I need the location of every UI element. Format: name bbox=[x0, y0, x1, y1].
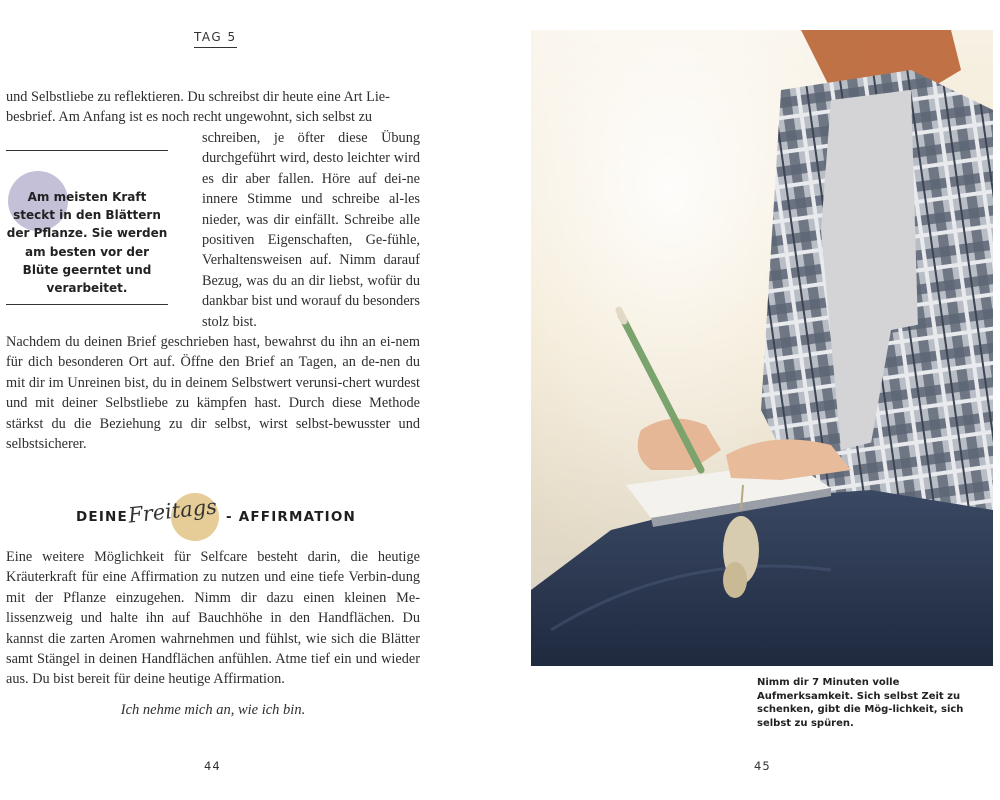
photo-illustration bbox=[531, 30, 993, 666]
paragraph-intro-line-2: besbrief. Am Anfang ist es noch recht ungewohnt, sich selbst zu bbox=[6, 109, 373, 126]
paragraph-affirmation: Eine weitere Möglichkeit für Selfcare besteht darin, die heutige Kräuterkraft für eine Affirmation zu nutzen und eine tiefe Verbin-dung mit der Pflanze einzugehen. Nimm dir dazu einen kleinen Me-lissenzweig und halte ihn auf Bauchhöhe in den Handflächen. Du kannst die zarten Aromen wahrnehmen und fühlst, wie sich die Blätter samt Stängel in deinen Handflächen anfühlen. Atme tief ein und wieder aus. Du bist bereit für deine heutige Affirmation. bbox=[6, 549, 420, 688]
page-number-left: 44 bbox=[204, 759, 221, 773]
right-page bbox=[520, 0, 1000, 800]
heading-script-word: Freitags bbox=[126, 494, 218, 528]
paragraph-letter: Nachdem du deinen Brief geschrieben hast, bewahrst du ihn an ei-nem für dich besonderen Ort auf. Öffne den Brief an Tagen, an de-nen du mit dir im Unreinen bist, du in deinem Selbstwert verunsi-chert wurdest und mit deiner Selbstliebe zu kämpfen hast. Durch diese Methode stärkst du die Beziehung zu dir selbst, wirst selbst-bewusster und selbstsicherer. bbox=[6, 334, 420, 453]
photo-caption: Nimm dir 7 Minuten volle Aufmerksamkeit. Sich selbst Zeit zu schenken, gibt die Mög-lichkeit, sich selbst zu spüren. bbox=[757, 677, 964, 729]
callout-text: Am meisten Kraft steckt in den Blättern der Pflanze. Sie werden am besten vor der Blüte geerntet und verarbeitet. bbox=[6, 190, 168, 296]
paragraph-intro bbox=[6, 87, 420, 128]
callout-box bbox=[6, 150, 168, 305]
heading-word-deine: DEINE bbox=[76, 509, 128, 525]
page-number-right: 45 bbox=[754, 759, 771, 773]
section-heading bbox=[76, 493, 376, 543]
paragraph-intro-continued: schreiben, je öfter diese Übung durchgeführt wird, desto leichter wird es dir aber fallen. Höre auf dei-ne innere Stimme und schreibe al-les nieder, was dir einfällt. Schreibe alle positiven Eigenschaften, Ge-fühle, Verhaltensweisen auf. Nimm darauf Bezug, was du an dir liebst, wofür du dankbar bist und worauf du besonders stolz bist. bbox=[202, 130, 420, 330]
affirmation-quote: Ich nehme mich an, wie ich bin. bbox=[120, 702, 306, 718]
paragraph-intro-line-1: und Selbstliebe zu reflektieren. Du schreibst dir heute eine Art Lie- bbox=[6, 89, 390, 105]
photo-woman-writing-journal bbox=[531, 30, 993, 666]
running-head: TAG 5 bbox=[194, 30, 237, 48]
heading-word-affirmation: - AFFIRMATION bbox=[226, 509, 357, 525]
